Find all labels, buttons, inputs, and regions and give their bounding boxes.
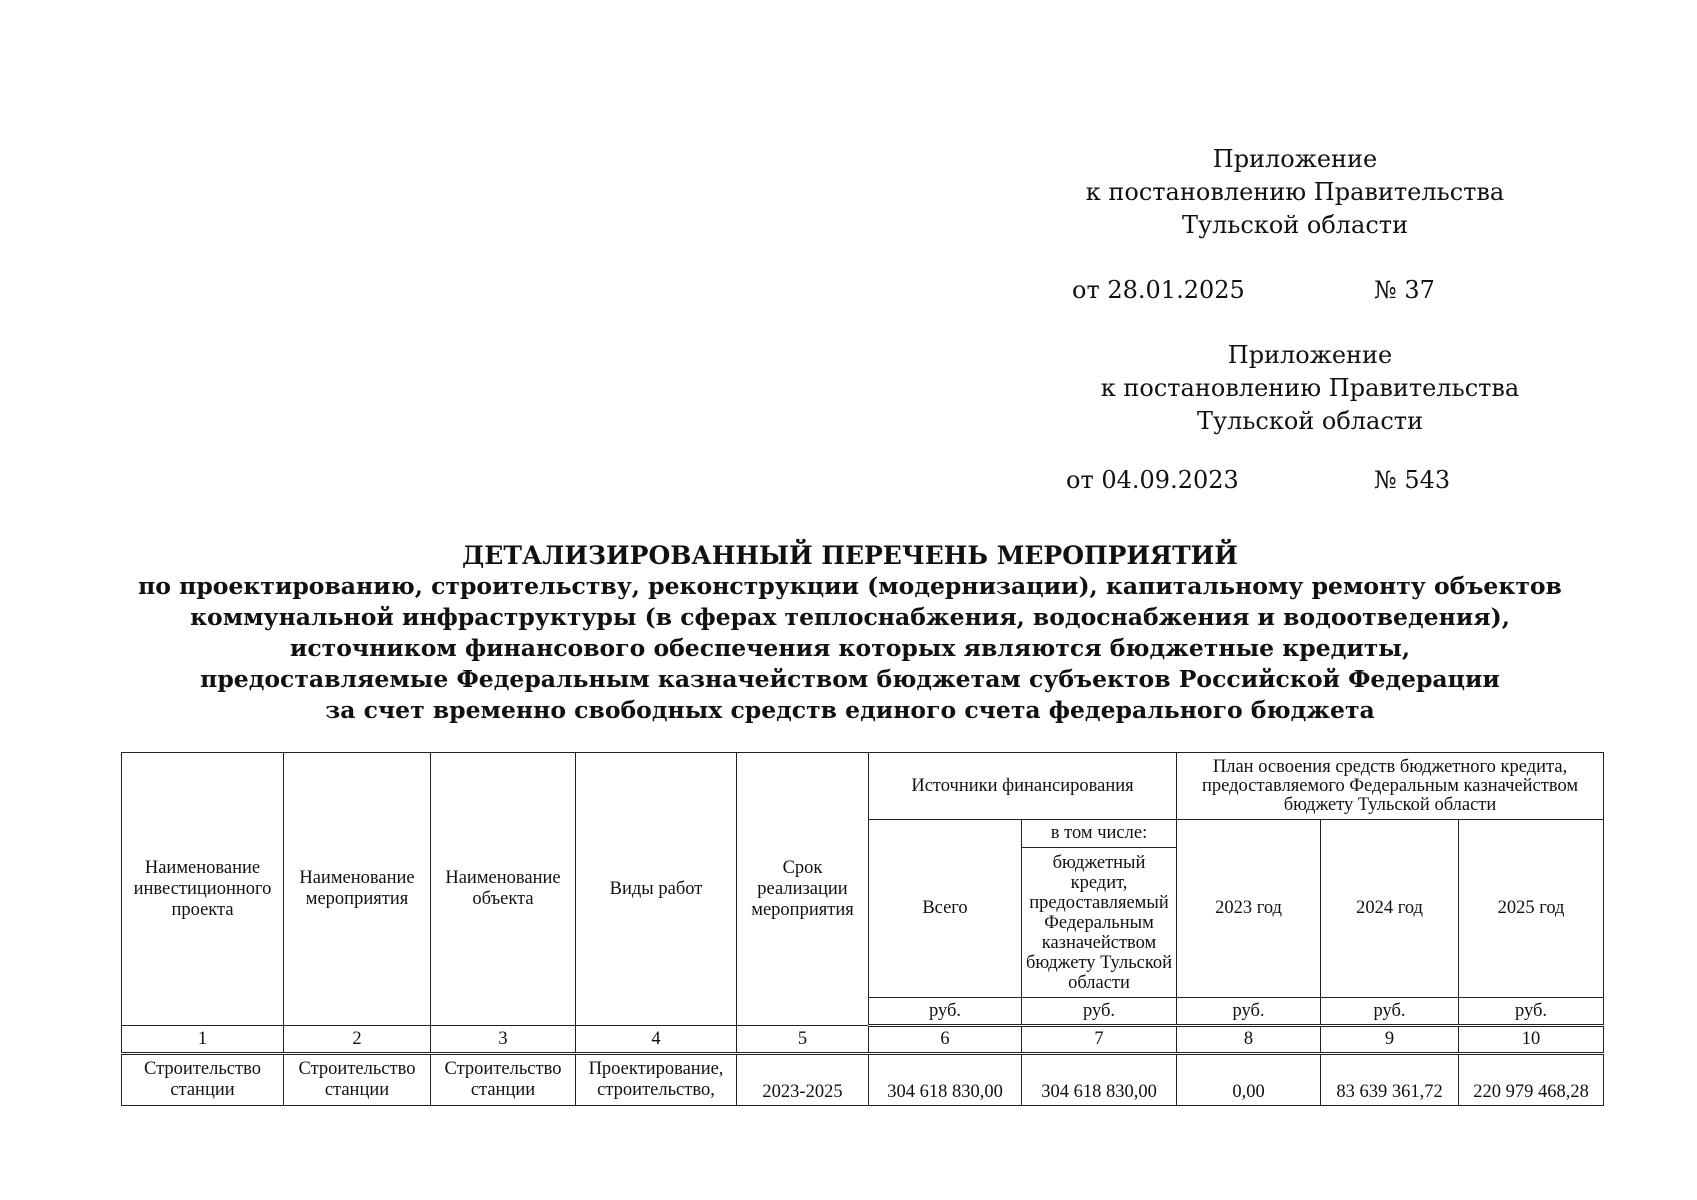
- table-row: [122, 1054, 1604, 1106]
- header-2025: 2025 год: [1459, 820, 1604, 998]
- resolution-date: от 04.09.2023: [1066, 466, 1239, 494]
- unit-cell: руб.: [1022, 998, 1177, 1026]
- resolution-number: № 37: [1374, 276, 1435, 304]
- appendix-header-original: [1055, 339, 1565, 438]
- cell-measure: Строительство станции: [284, 1054, 431, 1106]
- resolution-date: от 28.01.2025: [1072, 276, 1245, 304]
- column-number: 3: [431, 1026, 576, 1054]
- header-including: в том числе:: [1022, 820, 1177, 848]
- header-investment-project: Наименование инвестиционного проекта: [122, 753, 284, 1026]
- unit-cell: руб.: [1459, 998, 1604, 1026]
- appendix-resolution-line: к постановлению Правительства: [1085, 178, 1505, 206]
- column-number: 2: [284, 1026, 431, 1054]
- cell-total: 304 618 830,00: [869, 1054, 1022, 1106]
- header-2023: 2023 год: [1177, 820, 1321, 998]
- appendix-header-current: [1040, 143, 1550, 242]
- title-line: источником финансового обеспечения которых являются бюджетные кредиты,: [289, 634, 1411, 662]
- cell-2025: 220 979 468,28: [1459, 1054, 1604, 1106]
- cell-work-types: Проектирование, строительство,: [576, 1054, 737, 1106]
- resolution-number: № 543: [1374, 466, 1451, 494]
- document-title: [80, 540, 1620, 726]
- column-numbers-row: [122, 1026, 1604, 1054]
- column-number: 1: [122, 1026, 284, 1054]
- cell-term: 2023-2025: [737, 1054, 869, 1106]
- column-number: 10: [1459, 1026, 1604, 1054]
- header-term: Срок реализации мероприятия: [737, 753, 869, 1026]
- title-line: за счет временно свободных средств единого счета федерального бюджета: [325, 696, 1375, 724]
- column-number: 7: [1022, 1026, 1177, 1054]
- cell-object: Строительство станции: [431, 1054, 576, 1106]
- header-sources: Источники финансирования: [869, 753, 1177, 820]
- column-number: 8: [1177, 1026, 1321, 1054]
- header-work-types: Виды работ: [576, 753, 737, 1026]
- title-line: по проектированию, строительству, реконструкции (модернизации), капитальному ремонту объектов: [138, 572, 1562, 600]
- header-plan: План освоения средств бюджетного кредита, предоставляемого Федеральным казначейством бюджету Тульской области: [1177, 753, 1604, 820]
- header-total: Всего: [869, 820, 1022, 998]
- unit-cell: руб.: [869, 998, 1022, 1026]
- column-number: 9: [1321, 1026, 1459, 1054]
- header-credit: бюджетный кредит, предоставляемый Федеральным казначейством бюджету Тульской области: [1022, 848, 1177, 998]
- appendix-region-line: Тульской области: [1181, 211, 1409, 239]
- cell-2024: 83 639 361,72: [1321, 1054, 1459, 1106]
- appendix-resolution-line: к постановлению Правительства: [1100, 374, 1520, 402]
- column-number: 5: [737, 1026, 869, 1054]
- cell-project: Строительство станции: [122, 1054, 284, 1106]
- header-measure: Наименование мероприятия: [284, 753, 431, 1026]
- appendix-label: Приложение: [1212, 145, 1378, 173]
- title-line: коммунальной инфраструктуры (в сферах теплоснабжения, водоснабжения и водоотведения),: [190, 603, 1510, 631]
- title-line: ДЕТАЛИЗИРОВАННЫЙ ПЕРЕЧЕНЬ МЕРОПРИЯТИЙ: [462, 541, 1238, 570]
- header-2024: 2024 год: [1321, 820, 1459, 998]
- title-line: предоставляемые Федеральным казначейством бюджетам субъектов Российской Федерации: [200, 665, 1500, 693]
- cell-credit: 304 618 830,00: [1022, 1054, 1177, 1106]
- cell-2023: 0,00: [1177, 1054, 1321, 1106]
- unit-cell: руб.: [1177, 998, 1321, 1026]
- measures-table: [121, 752, 1604, 1106]
- column-number: 4: [576, 1026, 737, 1054]
- appendix-label: Приложение: [1227, 341, 1393, 369]
- column-number: 6: [869, 1026, 1022, 1054]
- unit-cell: руб.: [1321, 998, 1459, 1026]
- header-object: Наименование объекта: [431, 753, 576, 1026]
- appendix-region-line: Тульской области: [1196, 407, 1424, 435]
